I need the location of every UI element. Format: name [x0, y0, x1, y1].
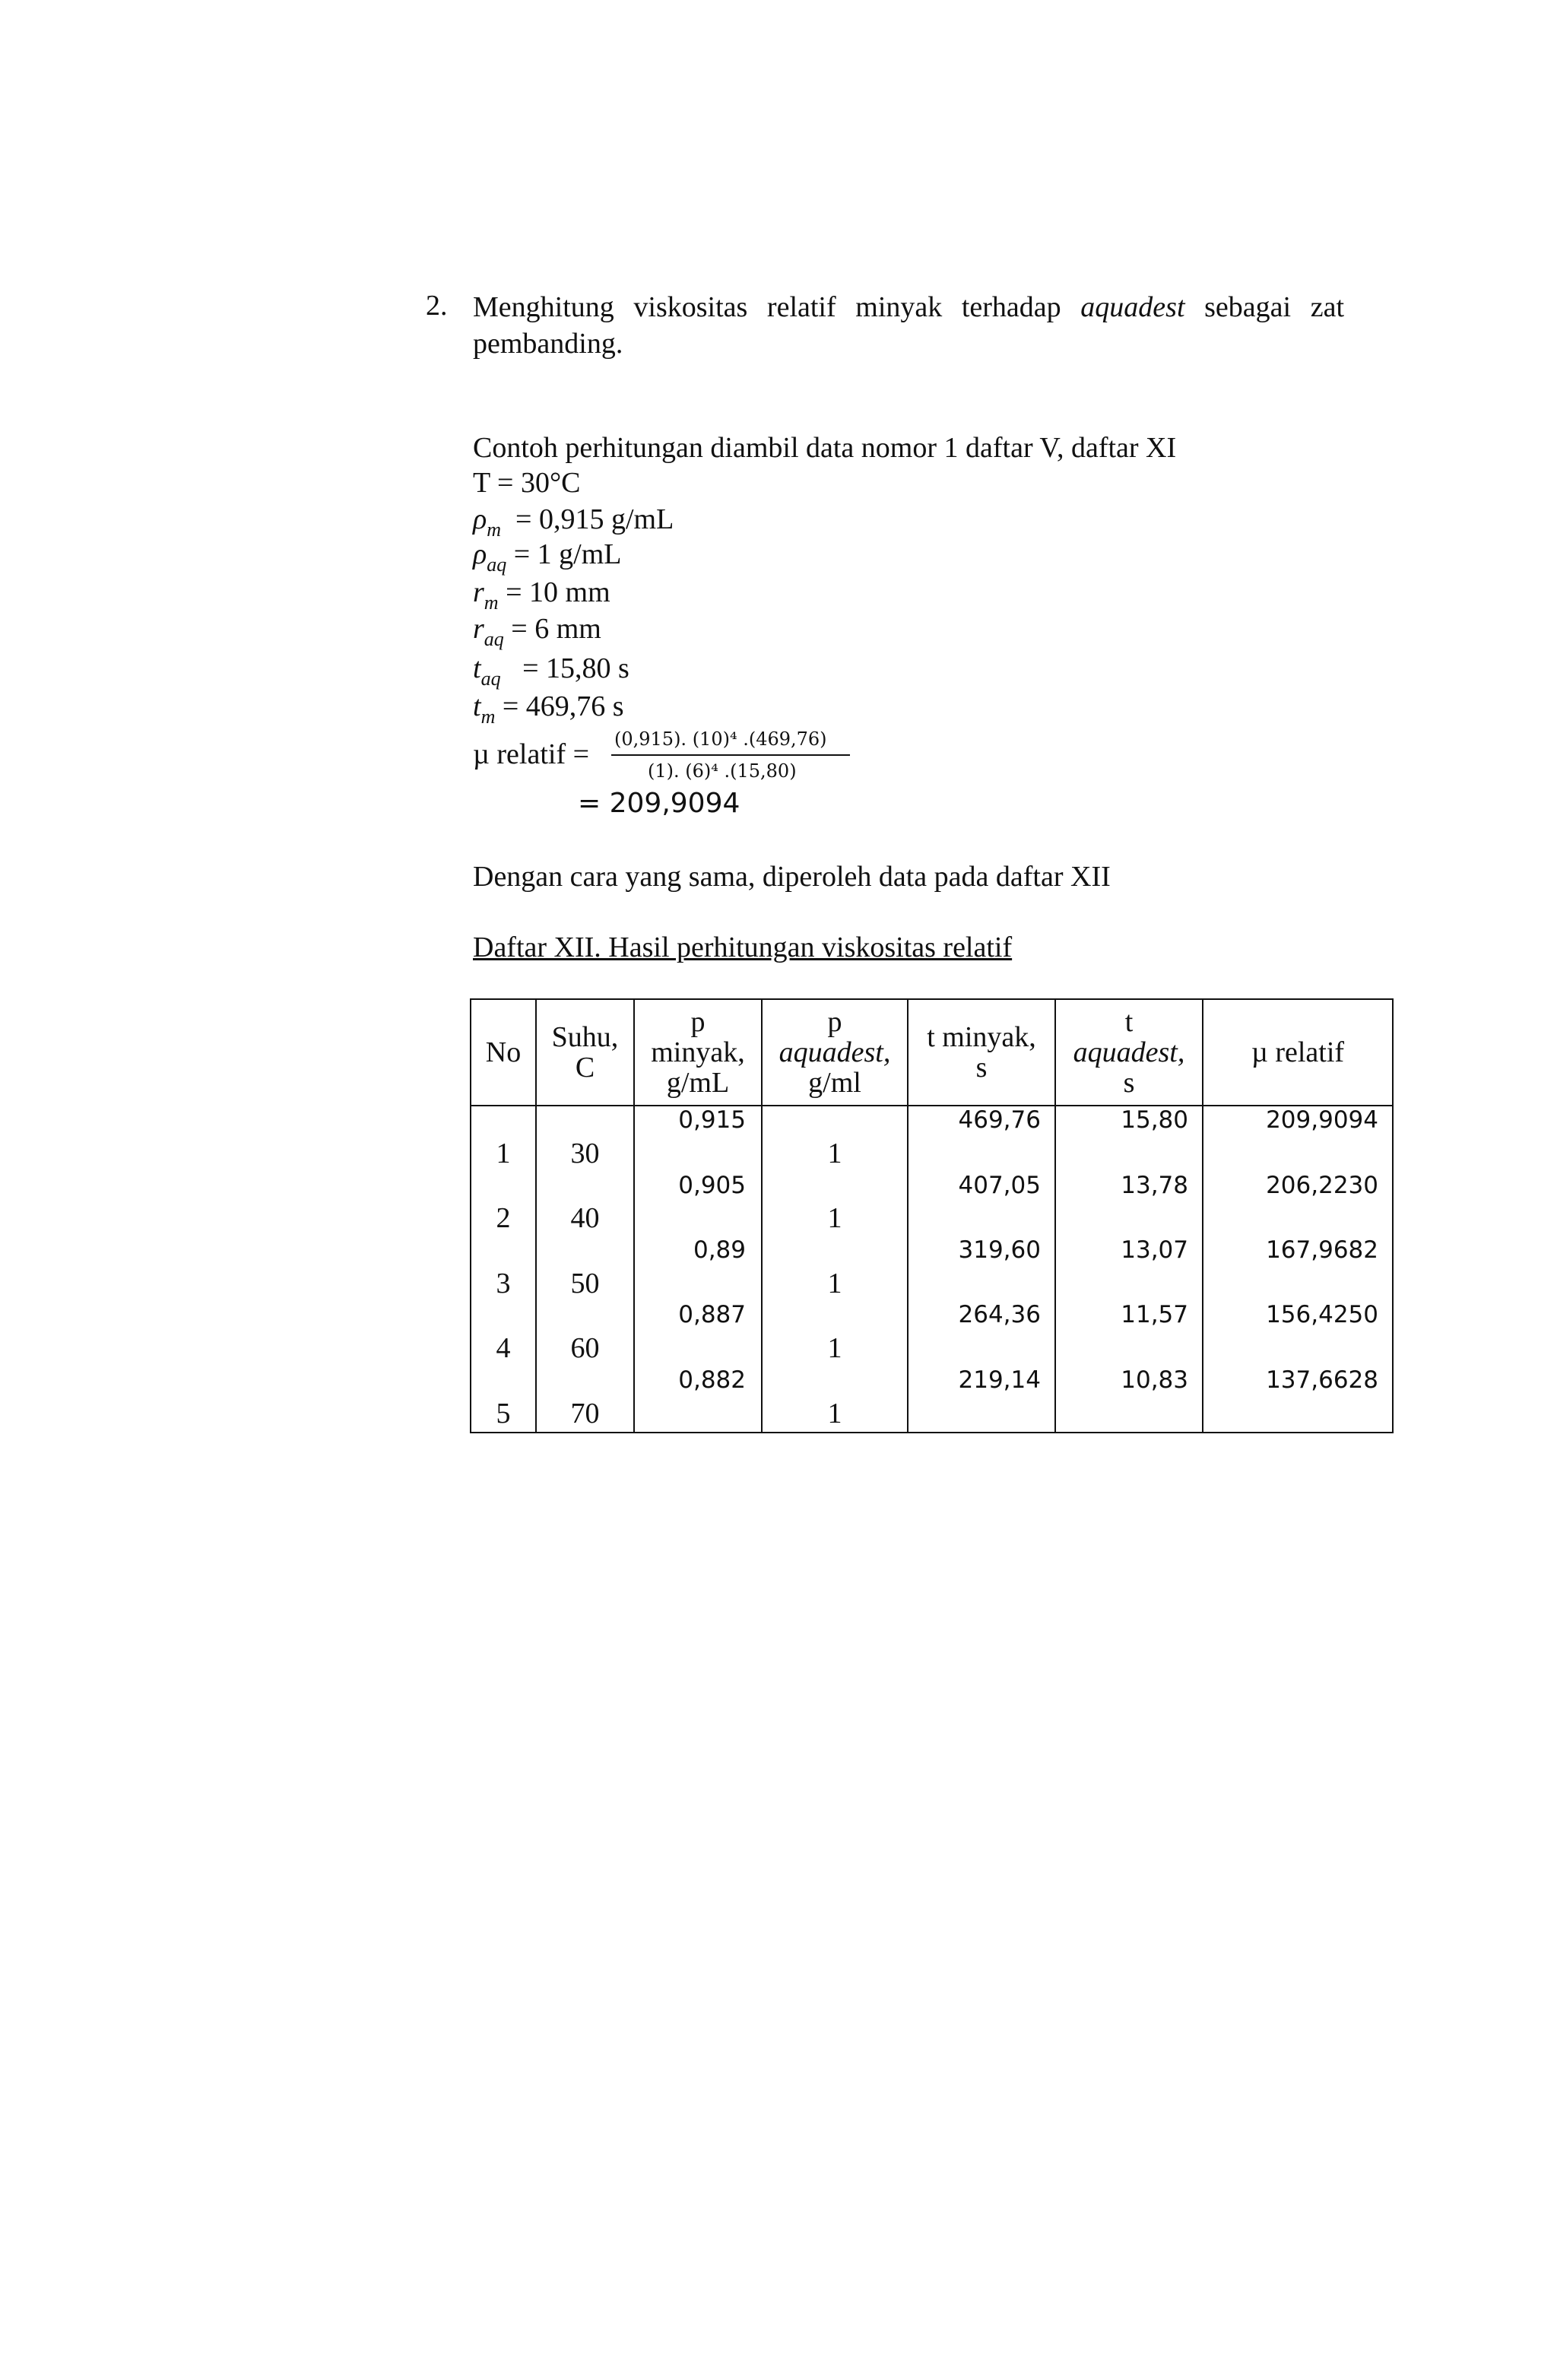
row-3-no: 3: [496, 1268, 511, 1299]
row-2-p-minyak: 0,905: [678, 1172, 746, 1199]
rho-aq-subscript: aq: [487, 554, 507, 576]
row-4-mu: 156,4250: [1266, 1301, 1378, 1328]
col-t-minyak: [908, 1106, 1055, 1433]
header-p-minyak-2: minyak,: [651, 1036, 745, 1068]
rho-aq-symbol: ρ: [473, 538, 487, 570]
row-3-p-aq: 1: [827, 1268, 842, 1299]
col-t-aquadest: [1055, 1106, 1203, 1433]
row-2-t-minyak: 407,05: [958, 1172, 1041, 1199]
header-no-text: No: [485, 1036, 522, 1068]
row-1-mu: 209,9094: [1266, 1106, 1378, 1134]
row-5-t-minyak: 219,14: [958, 1366, 1041, 1394]
t-m-subscript: m: [480, 706, 496, 728]
r-m-subscript: m: [484, 592, 499, 614]
mu-relatif-label: µ relatif =: [473, 738, 590, 770]
section-heading-line2: pembanding.: [473, 328, 623, 360]
header-p-aq-2: aquadest,: [778, 1036, 891, 1068]
row-2-no: 2: [496, 1202, 511, 1234]
heading-part-1: Menghitung viskositas relatif minyak terhadap: [473, 291, 1061, 323]
row-4-p-minyak: 0,887: [678, 1301, 746, 1328]
header-p-minyak-3: g/mL: [666, 1067, 730, 1099]
fraction-bar: [611, 754, 850, 756]
fraction-numerator: (0,915). (10)⁴ .(469,76): [614, 728, 827, 750]
header-t-minyak-1: t minyak,: [927, 1021, 1036, 1053]
section-number: 2.: [426, 290, 448, 322]
header-t-aq-3: s: [1123, 1067, 1135, 1099]
result-value: = 209,9094: [578, 788, 740, 819]
rho-m-subscript: m: [487, 519, 502, 541]
header-suhu: [536, 999, 634, 1106]
viscosity-table: [470, 998, 1394, 1433]
row-3-p-minyak: 0,89: [693, 1236, 746, 1264]
row-5-mu: 137,6628: [1266, 1366, 1378, 1394]
row-3-t-aq: 13,07: [1121, 1236, 1188, 1264]
header-t-minyak-2: s: [975, 1052, 988, 1084]
row-4-p-aq: 1: [827, 1332, 842, 1364]
example-intro: Contoh perhitungan diambil data nomor 1 daftar V, daftar XI: [473, 432, 1177, 464]
row-4-no: 4: [496, 1332, 511, 1364]
table-body-row: [471, 1106, 1393, 1433]
t-aq-value: = 15,80 s: [522, 652, 629, 684]
col-p-minyak: [634, 1106, 762, 1433]
header-no: [471, 999, 536, 1106]
t-m-value: = 469,76 s: [502, 690, 624, 722]
header-suhu-1: Suhu,: [551, 1021, 619, 1053]
row-2-mu: 206,2230: [1266, 1172, 1378, 1199]
t-aq-subscript: aq: [480, 668, 501, 690]
row-4-suhu: 60: [570, 1332, 600, 1364]
row-1-suhu: 30: [570, 1138, 600, 1169]
r-m-value: = 10 mm: [506, 576, 610, 608]
note-line: Dengan cara yang sama, diperoleh data pada daftar XII: [473, 861, 1111, 893]
row-1-p-aq: 1: [827, 1138, 842, 1169]
r-aq-line: [473, 611, 601, 657]
row-3-suhu: 50: [570, 1268, 600, 1299]
row-5-p-aq: 1: [827, 1398, 842, 1430]
rho-aq-value: = 1 g/mL: [513, 538, 622, 570]
header-p-aquadest: [762, 999, 908, 1106]
row-5-p-minyak: 0,882: [678, 1366, 746, 1394]
col-suhu: [536, 1106, 634, 1433]
header-p-aq-1: p: [827, 1006, 842, 1038]
r-aq-value: = 6 mm: [511, 613, 601, 645]
section-heading: [473, 289, 1344, 325]
table-header-row: [471, 999, 1393, 1106]
col-no: [471, 1106, 536, 1433]
t-m-symbol: t: [473, 690, 481, 722]
heading-part-aquadest: aquadest: [1080, 291, 1185, 323]
rho-m-value: = 0,915 g/mL: [515, 503, 674, 535]
table-caption: Daftar XII. Hasil perhitungan viskositas relatif: [473, 931, 1013, 963]
r-aq-subscript: aq: [484, 628, 504, 650]
row-1-p-minyak: 0,915: [678, 1106, 746, 1134]
col-p-aquadest: [762, 1106, 908, 1433]
col-mu-relatif: [1203, 1106, 1393, 1433]
row-2-suhu: 40: [570, 1202, 600, 1234]
row-3-mu: 167,9682: [1266, 1236, 1378, 1264]
header-p-minyak-1: p: [690, 1006, 706, 1038]
header-p-aq-3: g/ml: [808, 1067, 861, 1099]
row-1-no: 1: [496, 1138, 511, 1169]
header-suhu-2: C: [575, 1052, 595, 1084]
row-3-t-minyak: 319,60: [958, 1236, 1041, 1264]
header-p-minyak: [634, 999, 762, 1106]
row-5-t-aq: 10,83: [1121, 1366, 1188, 1394]
rho-m-symbol: ρ: [473, 503, 487, 535]
header-mu-relatif: [1203, 999, 1393, 1106]
row-2-p-aq: 1: [827, 1202, 842, 1234]
row-1-t-minyak: 469,76: [958, 1106, 1041, 1134]
header-t-aq-1: t: [1124, 1006, 1134, 1038]
header-mu-text: µ relatif: [1251, 1036, 1345, 1068]
row-4-t-aq: 11,57: [1121, 1301, 1188, 1328]
row-5-suhu: 70: [570, 1398, 600, 1430]
header-t-aq-2: aquadest,: [1073, 1036, 1185, 1068]
row-5-no: 5: [496, 1398, 511, 1430]
temperature-line: T = 30°C: [473, 467, 581, 499]
header-t-aquadest: [1055, 999, 1203, 1106]
row-2-t-aq: 13,78: [1121, 1172, 1188, 1199]
row-1-t-aq: 15,80: [1121, 1106, 1188, 1134]
fraction-denominator: (1). (6)⁴ .(15,80): [648, 760, 797, 782]
r-aq-symbol: r: [473, 613, 484, 645]
header-t-minyak: [908, 999, 1055, 1106]
row-4-t-minyak: 264,36: [958, 1301, 1041, 1328]
t-aq-symbol: t: [473, 652, 481, 684]
r-m-symbol: r: [473, 576, 484, 608]
t-m-line: [473, 689, 624, 735]
heading-part-2: sebagai zat: [1204, 291, 1344, 323]
